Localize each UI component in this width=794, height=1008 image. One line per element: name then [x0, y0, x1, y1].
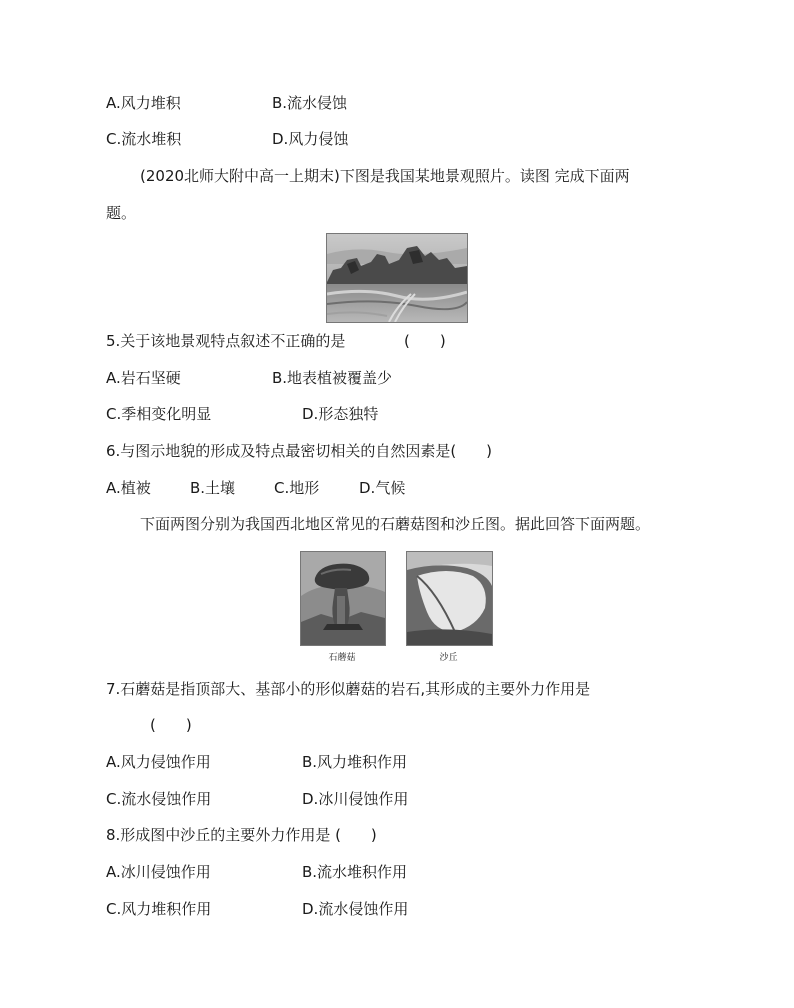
intro-paragraph-2: 下面两图分别为我国西北地区常见的石蘑菇图和沙丘图。据此回答下面两题。: [140, 515, 651, 533]
q7-option-d: D.冰川侵蚀作用: [302, 790, 409, 808]
q6-stem: 6.与图示地貌的形成及特点最密切相关的自然因素是( ): [106, 442, 493, 460]
q8-option-d: D.流水侵蚀作用: [302, 900, 409, 918]
q4-option-a: A.风力堆积: [106, 94, 181, 112]
q4-option-c: C.流水堆积: [106, 130, 182, 148]
q6-option-a: A.植被: [106, 479, 151, 497]
landscape-photo: [326, 233, 468, 323]
q8-stem: 8.形成图中沙丘的主要外力作用是 ( ): [106, 826, 377, 844]
mushroom-rock-photo: [300, 551, 386, 646]
q5-option-a: A.岩石坚硬: [106, 369, 181, 387]
q7-stem: 7.石蘑菇是指顶部大、基部小的形似蘑菇的岩石,其形成的主要外力作用是: [106, 680, 591, 698]
q7-option-c: C.流水侵蚀作用: [106, 790, 212, 808]
q7-option-a: A.风力侵蚀作用: [106, 753, 211, 771]
q8-option-a: A.冰川侵蚀作用: [106, 863, 211, 881]
q6-option-c: C.地形: [274, 479, 320, 497]
q5-answer-paren: ( ): [404, 332, 446, 350]
sand-dune-caption: 沙丘: [439, 653, 458, 663]
q5-option-c: C.季相变化明显: [106, 405, 212, 423]
q5-option-b: B.地表植被覆盖少: [272, 369, 393, 387]
q5-stem: 5.关于该地景观特点叙述不正确的是: [106, 332, 346, 350]
q7-option-b: B.风力堆积作用: [302, 753, 408, 771]
q7-answer-paren: ( ): [150, 716, 192, 734]
q8-option-c: C.风力堆积作用: [106, 900, 212, 918]
q8-option-b: B.流水堆积作用: [302, 863, 408, 881]
intro-paragraph-line2: 题。: [106, 204, 137, 222]
intro-paragraph-line1: (2020北师大附中高一上期末)下图是我国某地景观照片。读图 完成下面两: [140, 167, 630, 185]
q4-option-d: D.风力侵蚀: [272, 130, 349, 148]
landscape-photo-image: [327, 234, 467, 322]
q5-option-d: D.形态独特: [302, 405, 379, 423]
sand-dune-photo: [406, 551, 493, 646]
sand-dune-image: [407, 552, 492, 645]
mushroom-rock-caption: 石蘑菇: [328, 653, 356, 663]
q6-option-b: B.土壤: [190, 479, 236, 497]
q6-option-d: D.气候: [359, 479, 406, 497]
mushroom-rock-image: [301, 552, 385, 645]
q4-option-b: B.流水侵蚀: [272, 94, 348, 112]
